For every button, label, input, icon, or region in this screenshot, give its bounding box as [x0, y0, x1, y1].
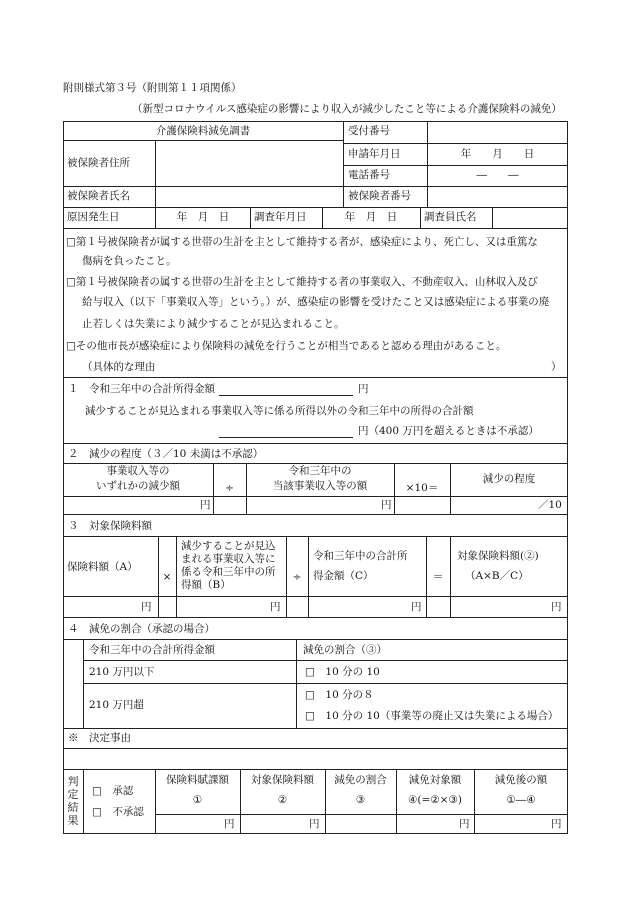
sec4-row1-income: 210 万円以下 — [89, 666, 155, 678]
specific-reason-field[interactable] — [176, 359, 548, 375]
sec1-title: １ 令和三年中の合計所得金額 — [68, 383, 215, 395]
sec3-target-line1: 対象保険料額(②) — [457, 550, 539, 562]
sec3-premium-label: 保険料額（A） — [67, 561, 138, 573]
phone-label: 電話番号 — [348, 169, 390, 181]
sec2-times10: ×10＝ — [405, 482, 439, 494]
reason-3-close: ） — [551, 361, 562, 373]
reason-1-line-1[interactable]: □第１号被保険者が属する世帯の生計を主として維持する者が、感染症により、死亡し、又は重篤な — [66, 236, 538, 248]
judgment-h5-sym: ①―④ — [506, 794, 536, 806]
judgment-h5: 減免後の額 — [494, 774, 548, 786]
sec4-title: ４ 減免の割合（承認の場合） — [68, 623, 215, 635]
reason-2-line-2: 給与収入（以下「事業収入等」という。）が、感染症の影響を受けたこと又は感染症による事業の廃 — [82, 296, 550, 308]
surveyor-label: 調査員氏名 — [424, 211, 477, 223]
sec4-row2-income: 210 万円超 — [89, 699, 144, 711]
sec3-times: × — [162, 571, 172, 583]
surveyor-field[interactable] — [493, 208, 567, 227]
reason-1-line-2: 傷病を負ったこと。 — [82, 255, 177, 267]
sec2-yen-a: 円 — [200, 499, 211, 511]
judgment-field-3[interactable] — [326, 815, 395, 833]
form-title: 介護保険料減免調書 — [155, 125, 251, 137]
sec3-yen-3: 円 — [411, 601, 422, 613]
sec1-line-2: 減少することが見込まれる事業収入等に係る所得以外の令和三年中の所得の合計額 — [85, 405, 474, 417]
sec2-title: ２ 減少の程度（３／10 未満は不承認） — [68, 448, 264, 460]
sec4-row1-rate[interactable]: □ 10 分の 10 — [305, 666, 380, 678]
sec2-income-field[interactable] — [247, 497, 393, 513]
sec3-equals: ＝ — [432, 571, 444, 583]
sec2-yen-b: 円 — [381, 499, 392, 511]
judgment-h3-sym: ③ — [355, 794, 366, 806]
sec4-row2-rate1[interactable]: □ 10 分の８ — [305, 689, 374, 701]
reason-3-line-2: （具体的な理由 — [82, 361, 156, 373]
phone-value[interactable]: ― ― — [476, 169, 519, 181]
judgment-h3: 減免の割合 — [334, 774, 387, 786]
form-number: 附則様式第３号（附則第１１項関係） — [63, 82, 242, 94]
decision-title: ※ 決定事由 — [68, 732, 131, 744]
insured-no-field[interactable] — [428, 187, 567, 206]
name-field[interactable] — [156, 187, 342, 206]
sec2-divide: ÷ — [225, 482, 234, 494]
sec2-col1-line2: いずれかの減少額 — [96, 480, 180, 492]
survey-date-value[interactable]: 年 月 日 — [344, 211, 398, 223]
insured-no-label: 被保険者番号 — [348, 190, 411, 202]
judgment-label: 判定結果 — [67, 775, 79, 827]
form-subtitle: （新型コロナウイルス感染症の影響により収入が減少したこと等による介護保険料の減免） — [132, 103, 562, 115]
judgment-h2: 対象保険料額 — [251, 774, 314, 786]
judgment-reject[interactable]: □ 不承認 — [92, 806, 144, 818]
reason-3-line-1[interactable]: □その他市長が感染症により保険料の減免を行うことが相当であると認める理由があること。 — [66, 340, 507, 352]
judgment-yen-2: 円 — [309, 818, 320, 830]
application-date-label: 申請年月日 — [348, 148, 401, 160]
cause-date-label: 原因発生日 — [67, 211, 120, 223]
sec3-c-field[interactable] — [309, 597, 425, 616]
judgment-h4-sym: ④(=②×③) — [407, 794, 463, 806]
sec3-c-line1: 令和三年中の合計所 — [313, 550, 408, 562]
name-label: 被保険者氏名 — [67, 190, 130, 202]
reason-2-line-3: 止若しくは失業により減少することが見込まれること。 — [82, 318, 345, 330]
sec2-decrease-field[interactable] — [64, 497, 212, 513]
judgment-yen-5: 円 — [551, 818, 562, 830]
sec2-over10: ／10 — [538, 499, 562, 511]
decision-reason-field[interactable] — [64, 749, 567, 768]
sec4-col1-header: 令和三年中の合計所得金額 — [89, 644, 215, 656]
judgment-yen-4: 円 — [459, 818, 470, 830]
judgment-h1: 保険料賦課額 — [166, 774, 229, 786]
sec1-yen-1: 円 — [358, 383, 369, 395]
sec2-col1-line1: 事業収入等の — [106, 465, 170, 477]
reception-no-label: 受付番号 — [348, 125, 390, 137]
sec4-col2-header: 減免の割合（③） — [303, 644, 387, 656]
judgment-h1-sym: ① — [192, 794, 203, 806]
judgment-yen-1: 円 — [224, 818, 235, 830]
reception-no-field[interactable] — [428, 122, 567, 142]
reason-2-line-1[interactable]: □第１号被保険者の属する世帯の生計を主として維持する者の事業収入、不動産収入、山林収入及び — [66, 276, 538, 288]
application-date-value[interactable]: 年 月 日 — [460, 148, 535, 160]
sec2-col3: 減少の程度 — [482, 473, 536, 485]
survey-date-label: 調査年月日 — [254, 211, 307, 223]
sec3-title: ３ 対象保険料額 — [68, 520, 152, 532]
sec3-target-line2: （A×B／C） — [465, 570, 529, 582]
sec3-target-field[interactable] — [451, 597, 567, 616]
judgment-approve[interactable]: □ 承認 — [92, 785, 134, 797]
judgment-h4: 減免対象額 — [408, 774, 462, 786]
sec3-b-line2: まれる事業収入等に — [181, 553, 276, 565]
sec3-b-line1: 減少することが見込 — [181, 540, 276, 552]
address-field[interactable] — [156, 141, 342, 185]
sec4-row2-rate2[interactable]: □ 10 分の 10（事業等の廃止又は失業による場合） — [305, 710, 559, 722]
cause-date-value[interactable]: 年 月 日 — [176, 211, 230, 223]
sec3-divide: ÷ — [292, 571, 302, 583]
address-label: 被保険者住所 — [67, 157, 130, 169]
sec3-yen-1: 円 — [141, 601, 152, 613]
sec2-col2-line2: 当該事業収入等の額 — [272, 480, 368, 492]
sec3-b-field[interactable] — [177, 597, 285, 616]
sec3-yen-2: 円 — [270, 601, 281, 613]
sec3-c-line2: 得金額（C） — [313, 570, 374, 582]
sec3-b-line4: 得額（B） — [181, 579, 231, 591]
sec2-col2-line1: 令和三年中の — [288, 465, 352, 477]
sec1-yen-note: 円（400 万円を超えるときは不承認） — [358, 425, 539, 437]
sec3-yen-4: 円 — [551, 601, 562, 613]
sec1-other-income-field[interactable] — [219, 422, 353, 437]
sec1-total-income-field[interactable] — [219, 380, 353, 395]
judgment-h2-sym: ② — [277, 794, 288, 806]
sec3-b-line3: 係る令和三年中の所 — [181, 566, 276, 578]
